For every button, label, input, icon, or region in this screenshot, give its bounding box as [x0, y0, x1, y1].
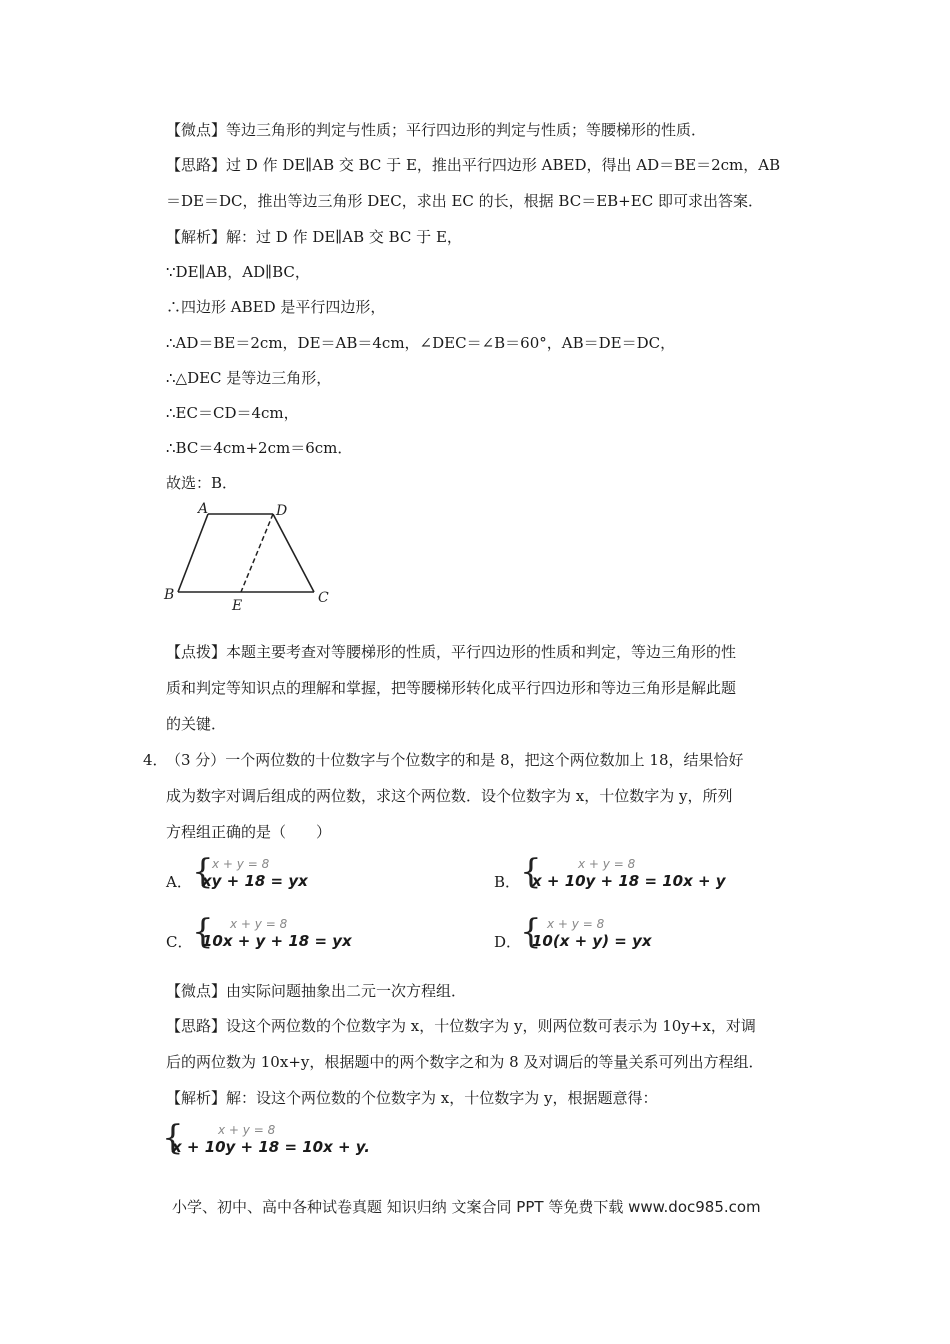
option-b-eq2: x + 10y + 18 = 10x + y — [532, 872, 726, 890]
jiexi-4: 【解析】解：设这个两位数的个位数字为 x，十位数字为 y，根据题意得： — [166, 1089, 658, 1107]
jiexi-3-line3: ∴四边形 ABED 是平行四边形， — [166, 298, 386, 316]
option-b-brace: { — [520, 852, 542, 892]
option-a-label[interactable]: A． — [166, 873, 192, 891]
edge-DE-dashed — [241, 514, 273, 592]
option-b-label[interactable]: B． — [494, 873, 521, 891]
jiexi-3-line4: ∴AD＝BE＝2cm，DE＝AB＝4cm，∠DEC＝∠B＝60°，AB＝DE＝DC， — [166, 334, 676, 352]
dianbo-3-line3: 的关键． — [166, 715, 227, 733]
option-b-eq1: x + y = 8 — [578, 857, 636, 871]
option-a-eq2: xy + 18 = yx — [202, 872, 308, 890]
question-4-stem-line2: 成为数字对调后组成的两位数，求这个两位数．设个位数字为 x，十位数字为 y，所列 — [166, 787, 733, 805]
jiexi-3-line5: ∴△DEC 是等边三角形， — [166, 369, 332, 387]
option-c-eq1: x + y = 8 — [230, 917, 288, 931]
jiexi-3-line2: ∵DE∥AB，AD∥BC， — [166, 263, 310, 281]
option-c-label[interactable]: C． — [166, 933, 193, 951]
question-4-number: 4． — [143, 751, 168, 769]
jiexi-3-line7: ∴BC＝4cm+2cm＝6cm． — [166, 439, 353, 457]
label-C: C — [318, 590, 329, 606]
option-a-eq1: x + y = 8 — [212, 857, 270, 871]
weidian-3: 【微点】等边三角形的判定与性质；平行四边形的判定与性质；等腰梯形的性质． — [166, 121, 707, 139]
jiexi-3-line1: 【解析】解：过 D 作 DE∥AB 交 BC 于 E， — [166, 228, 462, 246]
label-E: E — [232, 598, 243, 614]
edge-DC — [273, 514, 314, 592]
edge-AB — [178, 514, 208, 592]
weidian-4: 【微点】由实际问题抽象出二元一次方程组． — [166, 982, 467, 1000]
silu-3-line2: ＝DE＝DC，推出等边三角形 DEC，求出 EC 的长，根据 BC＝EB+EC 即可求出答案． — [166, 192, 763, 210]
option-c-brace: { — [192, 912, 214, 952]
footer-text: 小学、初中、高中各种试卷真题 知识归纳 文案合同 PPT 等免费下载 www.doc985.com — [172, 1198, 761, 1216]
answer-eq2: x + 10y + 18 = 10x + y. — [172, 1138, 370, 1156]
silu-3-line1: 【思路】过 D 作 DE∥AB 交 BC 于 E，推出平行四边形 ABED，得出 AD＝BE＝2cm，AB — [166, 156, 781, 174]
option-d-eq1: x + y = 8 — [547, 917, 605, 931]
answer-eq1: x + y = 8 — [218, 1123, 276, 1137]
label-B: B — [164, 587, 175, 603]
jiexi-3-answer: 故选：B． — [166, 474, 238, 492]
label-D: D — [276, 503, 288, 519]
question-4-stem-line3: 方程组正确的是（ ） — [166, 823, 332, 841]
silu-4-line1: 【思路】设这个两位数的个位数字为 x，十位数字为 y，则两位数可表示为 10y+x，对调 — [166, 1017, 756, 1035]
jiexi-3-line6: ∴EC＝CD＝4cm， — [166, 404, 299, 422]
option-c-eq2: 10x + y + 18 = yx — [202, 932, 352, 950]
dianbo-3-line1: 【点拨】本题主要考查对等腰梯形的性质，平行四边形的性质和判定，等边三角形的性 — [166, 643, 737, 661]
option-d-eq2: 10(x + y) = yx — [532, 932, 652, 950]
trapezoid-figure — [158, 498, 348, 618]
dianbo-3-line2: 质和判定等知识点的理解和掌握，把等腰梯形转化成平行四边形和等边三角形是解此题 — [166, 679, 737, 697]
silu-4-line2: 后的两位数为 10x+y，根据题中的两个数字之和为 8 及对调后的等量关系可列出方程组． — [166, 1053, 764, 1071]
option-d-label[interactable]: D． — [494, 933, 522, 951]
option-d-brace: { — [520, 912, 542, 952]
answer-brace: { — [162, 1118, 184, 1158]
question-4-stem-line1: （3 分）一个两位数的十位数字与个位数字的和是 8，把这个两位数加上 18，结果恰好 — [166, 751, 744, 769]
option-a-brace: { — [192, 852, 214, 892]
label-A: A — [198, 501, 209, 517]
